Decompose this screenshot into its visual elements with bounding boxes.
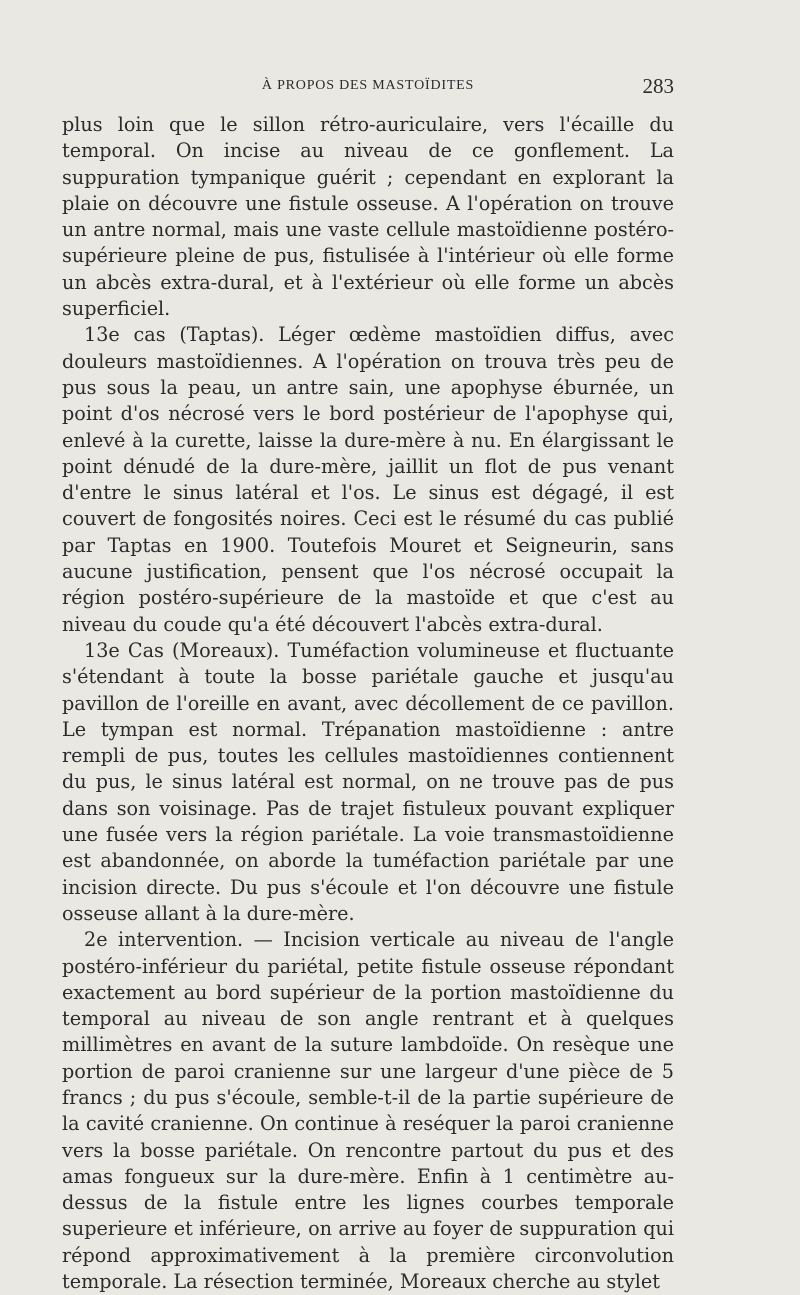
paragraph-case-taptas: 13e cas (Taptas). Léger œdème mastoïdien diffus, avec douleurs mastoïdiennes. A l'opération on trouva très peu de pus sous la peau, un antre sain, une apophyse éburnée, un point d'os nécrosé vers le bord postérieur de l'apophyse qui, enlevé à la curette, laisse la dure-mère à nu. En élargissant le point dénudé de la dure-mère, jaillit un flot de pus venant d'entre le sinus latéral et l'os. Le sinus est dégagé, il est couvert de fongosités noires. Ceci est le résumé du cas publié par Taptas en 1900. Toutefois Mouret et Seigneurin, sans aucune justification, pensent que l'os nécrosé occupait la région postéro-supérieure de la mastoïde et que c'est au niveau du coude qu'a été découvert l'abcès extra-dural.: [62, 323, 674, 636]
paragraph-second-intervention: 2e intervention. — Incision verticale au niveau de l'angle postéro-inférieur du pariétal, petite fistule osseuse répondant exactement au bord supérieur de la portion mastoïdienne du temporal au niveau de son angle rentrant et à quelques millimètres en avant de la suture lambdoïde. On resèque une portion de paroi cranienne sur une largeur d'une pièce de 5 francs ; du pus s'écoule, semble-t-il de la partie supérieure de la cavité cranienne. On continue à reséquer la paroi cranienne vers la bosse pariétale. On rencontre partout du pus et des amas fongueux sur la dure-mère. Enfin à 1 centimètre au-dessus de la fistule entre les lignes courbes temporale superieure et inférieure, on arrive au foyer de suppuration qui répond approximativement à la première circonvolution temporale. La résection terminée, Moreaux cherche au stylet: [62, 928, 674, 1294]
page-header: [62, 70, 674, 102]
body-text: [62, 112, 674, 1295]
paragraph-case-moreaux: 13e Cas (Moreaux). Tuméfaction volumineuse et fluctuante s'étendant à toute la bosse pariétale gauche et jusqu'au pavillon de l'oreille en avant, avec décollement de ce pavillon. Le tympan est normal. Trépanation mastoïdienne : antre rempli de pus, toutes les cellules mastoïdiennes contiennent du pus, le sinus latéral est normal, on ne trouve pas de pus dans son voisinage. Pas de trajet fistuleux pouvant expliquer une fusée vers la région pariétale. La voie transmastoïdienne est abandonnée, on aborde la tuméfaction pariétale par une incision directe. Du pus s'écoule et l'on découvre une fistule osseuse allant à la dure-mère.: [62, 638, 674, 925]
page-number: 283: [642, 74, 674, 98]
running-title: À PROPOS DES MASTOÏDITES: [261, 78, 475, 93]
paragraph-continued: plus loin que le sillon rétro-auriculaire, vers l'écaille du temporal. On incise au niveau de ce gonflement. La suppuration tympanique guérit ; cependant en explorant la plaie on découvre une fistule osseuse. A l'opération on trouve un antre normal, mais une vaste cellule mastoïdienne postéro-supérieure pleine de pus, fistulisée à l'intérieur où elle forme un abcès extra-dural, et à l'extérieur où elle forme un abcès superficiel.: [62, 113, 674, 321]
